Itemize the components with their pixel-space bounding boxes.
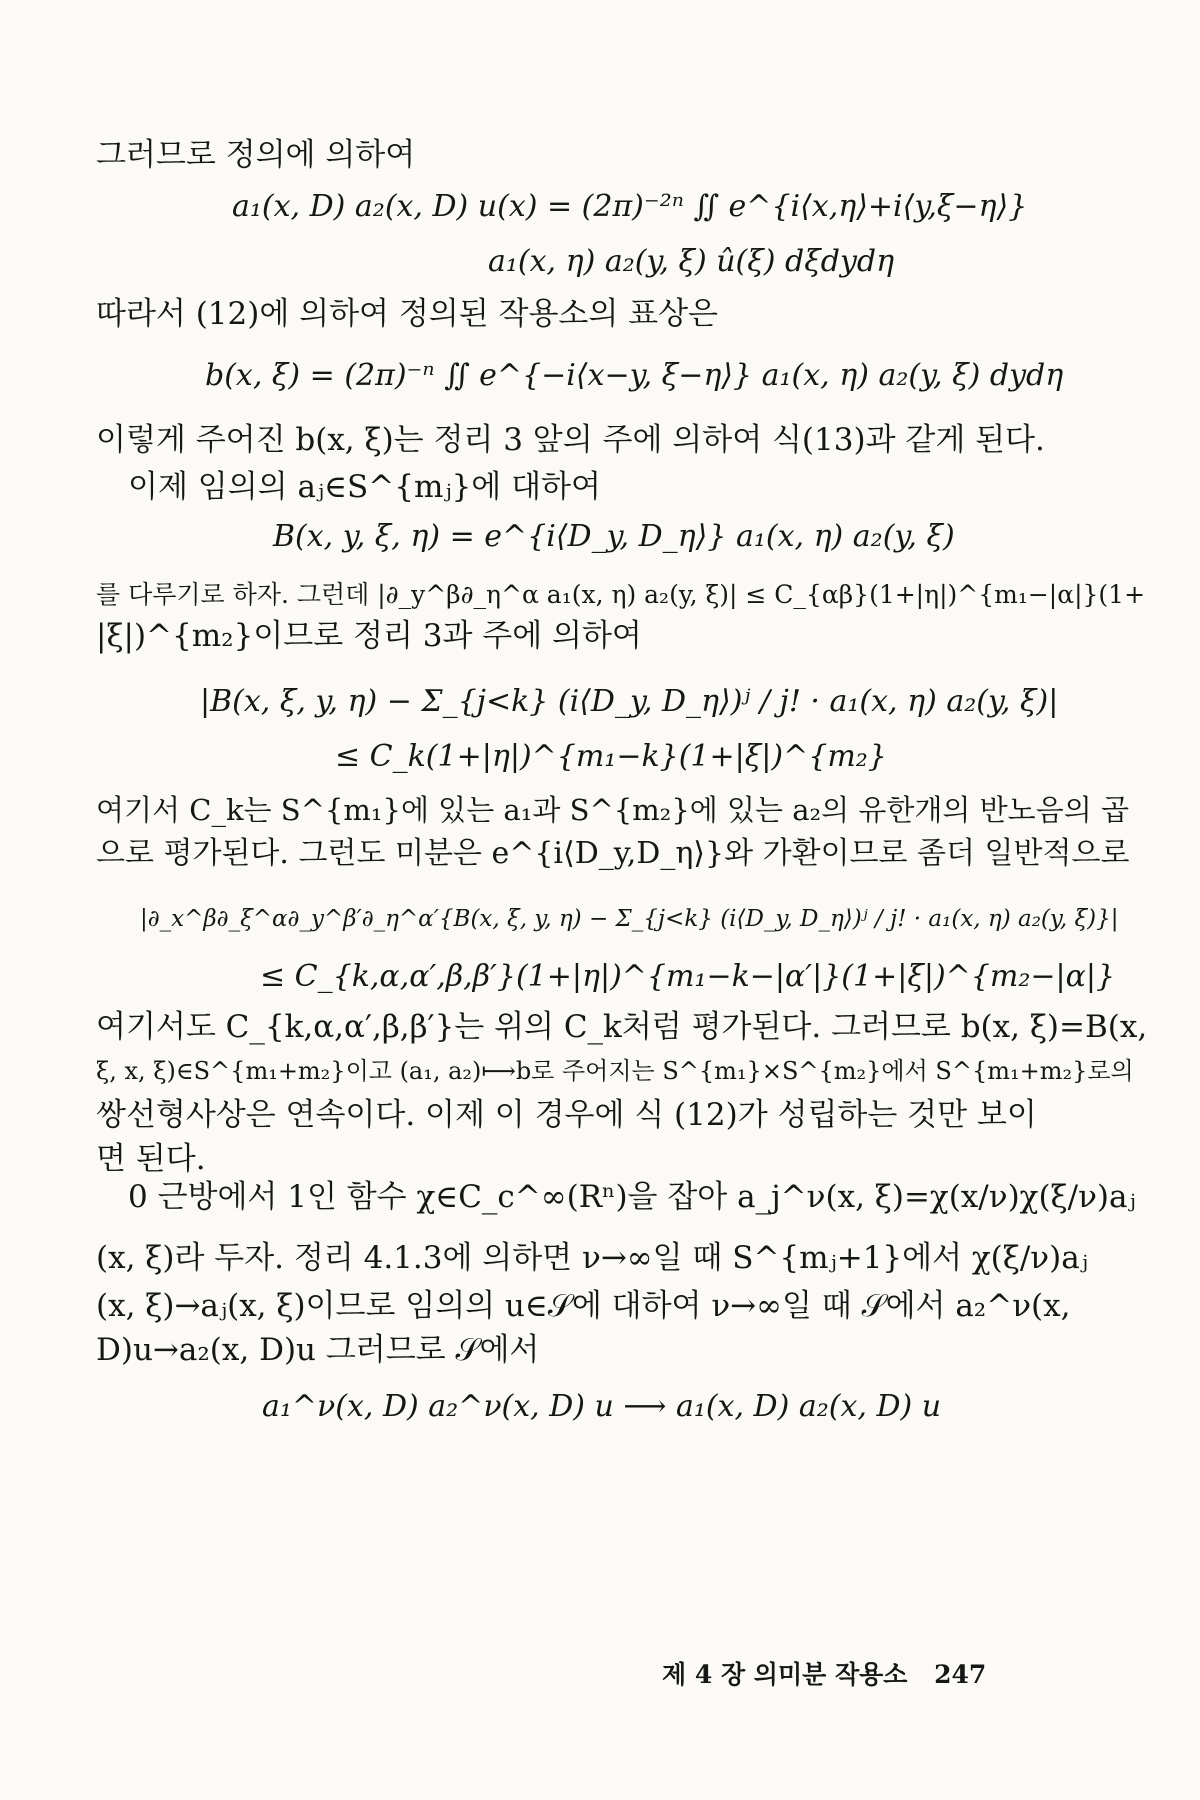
equation-6: a₁^ν(x, D) a₂^ν(x, D) u ⟶ a₁(x, D) a₂(x, D) u	[262, 1389, 942, 1424]
paragraph-line: 그러므로 정의에 의하여	[96, 137, 416, 173]
paragraph-line: 여기서도 C_{k,α,α′,β,β′}는 위의 C_k처럼 평가된다. 그러므로 b(x, ξ)=B(x,	[96, 1009, 1148, 1045]
chapter-title: 제 4 장 의미분 작용소	[662, 1660, 908, 1689]
paragraph-line: 이렇게 주어진 b(x, ξ)는 정리 3 앞의 주에 의하여 식(13)과 같게 된다.	[96, 422, 1045, 458]
paragraph-line: 쌍선형사상은 연속이다. 이제 이 경우에 식 (12)가 성립하는 것만 보이	[96, 1097, 1037, 1133]
paragraph-line: 면 된다.	[96, 1141, 206, 1177]
paragraph-line: 0 근방에서 1인 함수 χ∈C_c^∞(Rⁿ)을 잡아 a_j^ν(x, ξ)=χ(x/ν)χ(ξ/ν)aⱼ	[128, 1179, 1136, 1215]
running-footer	[662, 1655, 986, 1691]
paragraph-line: 여기서 C_k는 S^{m₁}에 있는 a₁과 S^{m₂}에 있는 a₂의 유한개의 반노음의 곱	[96, 793, 1129, 827]
page-number: 247	[934, 1660, 987, 1689]
equation-4-line-1: |B(x, ξ, y, η) − Σ_{j<k} (i⟨D_y, D_η⟩)ʲ / j! · a₁(x, η) a₂(y, ξ)|	[200, 684, 1059, 719]
paragraph-line: (x, ξ)→aⱼ(x, ξ)이므로 임의의 u∈𝒮에 대하여 ν→∞일 때 𝒮에서 a₂^ν(x,	[96, 1288, 1071, 1324]
equation-2: b(x, ξ) = (2π)⁻ⁿ ∬ e^{−i⟨x−y, ξ−η⟩} a₁(x, η) a₂(y, ξ) dydη	[205, 358, 1064, 393]
paragraph-line: 이제 임의의 aⱼ∈S^{mⱼ}에 대하여	[128, 469, 601, 505]
paragraph-line: D)u→a₂(x, D)u 그러므로 𝒮에서	[96, 1332, 540, 1368]
equation-4-line-2: ≤ C_k(1+|η|)^{m₁−k}(1+|ξ|)^{m₂}	[335, 739, 887, 774]
paragraph-line: 으로 평가된다. 그런도 미분은 e^{i⟨D_y,D_η⟩}와 가환이므로 좀더 일반적으로	[96, 836, 1130, 871]
equation-5-line-2: ≤ C_{k,α,α′,β,β′}(1+|η|)^{m₁−k−|α′|}(1+|ξ|)^{m₂−|α|}	[260, 959, 1116, 994]
paragraph-line: |ξ|)^{m₂}이므로 정리 3과 주에 의하여	[96, 618, 642, 654]
equation-5-line-1: |∂_x^β∂_ξ^α∂_y^β′∂_η^α′{B(x, ξ, y, η) − Σ_{j<k} (i⟨D_y, D_η⟩)ʲ / j! · a₁(x, η) a₂(y, ξ)}|	[140, 906, 1119, 932]
equation-3: B(x, y, ξ, η) = e^{i⟨D_y, D_η⟩} a₁(x, η) a₂(y, ξ)	[273, 519, 955, 554]
paragraph-line: 를 다루기로 하자. 그런데 |∂_y^β∂_η^α a₁(x, η) a₂(y, ξ)| ≤ C_{αβ}(1+|η|)^{m₁−|α|}(1+	[96, 580, 1146, 609]
paragraph-line: 따라서 (12)에 의하여 정의된 작용소의 표상은	[96, 296, 718, 332]
equation-1-line-1: a₁(x, D) a₂(x, D) u(x) = (2π)⁻²ⁿ ∬ e^{i⟨x,η⟩+i⟨y,ξ−η⟩}	[232, 189, 1028, 224]
paragraph-line: ξ, x, ξ)∈S^{m₁+m₂}이고 (a₁, a₂)⟼b로 주어지는 S^{m₁}×S^{m₂}에서 S^{m₁+m₂}로의	[96, 1057, 1134, 1085]
paragraph-line: (x, ξ)라 두자. 정리 4.1.3에 의하면 ν→∞일 때 S^{mⱼ+1}에서 χ(ξ/ν)aⱼ	[96, 1240, 1088, 1276]
equation-1-line-2: a₁(x, η) a₂(y, ξ) û(ξ) dξdydη	[488, 244, 895, 279]
